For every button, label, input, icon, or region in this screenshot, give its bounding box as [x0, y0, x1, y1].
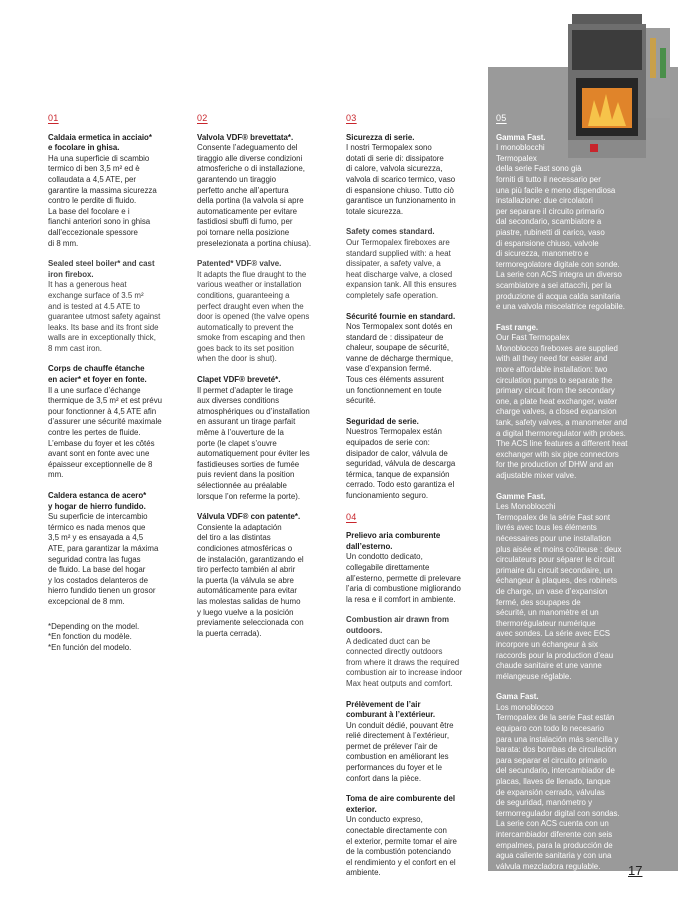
section-body: A dedicated duct can be connected directly outdoors from where it draws the required combustion air to increase indoor Max heat outputs and comfort. [346, 636, 463, 688]
section-title: Toma de aire comburente del exterior. [346, 794, 456, 814]
section-number: 04 [346, 511, 357, 522]
column-02 [197, 113, 337, 649]
section-title: Válvula VDF® con patente*. [197, 512, 301, 522]
section-title: Caldera estanca de acero* y hogar de hierro fundido. [48, 491, 147, 511]
section-body: Our Fast Termopalex Monoblocco fireboxes are supplied with all they need for easier and more affordable installation: two circulation pumps to separate the primary circuit from the secondary one, a plate heat exchanger, water charge valves, a closed expansion tank, safety valves, a manometer and a digital thermoregulator with probes. The ACS line features a different heat exchanger with six pipe connectors for the production of DHW and an adjustable mixer valve. [496, 333, 628, 480]
section-en [346, 227, 481, 301]
section-body: Il permet d’adapter le tirage aux diverses conditions atmosphériques ou d’installation en assurant un tirage parfait même à l’ouverture de la porte (le clapet s’ouvre automatiquement pour éviter les fastidieuses sorties de fumée puis revient dans la position sélectionnée au préalable lorsque l’on referme la porte). [197, 385, 310, 501]
footnotes: *Depending on the model. *En fonction du modèle. *En función del modelo. [48, 621, 140, 652]
section-es [48, 491, 188, 608]
section-en [197, 259, 337, 365]
section-body: Su superficie de intercambio térmico es nada menos que 3,5 m² y es ensayada a 4,5 ATE, para garantizar la máxima seguridad contra las fugas de fluido. La base del hogar y los costados delanteros de hierro fundido tienen un grosor excepcional de 8 mm. [48, 512, 159, 606]
section-it [48, 133, 188, 250]
section-title: Gamma Fast. [496, 132, 546, 142]
section-body: Les Monoblocchi Termopalex de la série Fast sont livrés avec tous les éléments nécessaires pour une installation plus aisée et moins coûteuse : deux circulateurs pour séparer le circuit primaire du circuit secondaire, un échangeur à plaques, des robinets de charge, un vase d’expansion fermé, des soupapes de sécurité, un manomètre et un thermorégulateur numérique avec sondes. La série avec ECS incorpore un échangeur à six raccords pour la production d’eau chaude sanitaire et une vanne mélangeuse réglable. [496, 502, 622, 681]
column-03 [346, 113, 481, 889]
section-es [346, 417, 481, 502]
section-body: Un conduit dédié, pouvant être relié directement à l’extérieur, permet de prélever l’air de combustion en améliorant les performances du foyer et le confort dans la pièce. [346, 720, 454, 783]
section-title: Gama Fast. [496, 692, 539, 702]
section-title: Prelievo aria comburente dall’esterno. [346, 531, 441, 551]
section-en [496, 323, 672, 482]
section-number: 03 [346, 113, 357, 123]
section-en [48, 259, 188, 354]
section-title: Caldaia ermetica in acciaio* e focolare in ghisa. [48, 132, 152, 153]
section-body: Consente l’adeguamento del tiraggio alle diverse condizioni atmosferiche o di installazione, garantendo un tiraggio perfetto anche all’apertura della portina (la valvola si apre automaticamente per evitare fastidiosi sbuffi di fumo, per poi tornare nella posizione preselezionata a portina chiusa). [197, 143, 312, 248]
section-it [496, 133, 672, 313]
section-title: Seguridad de serie. [346, 416, 419, 426]
section-fr [496, 492, 672, 683]
section-title: Fast range. [496, 322, 539, 332]
section-body: Consiente la adaptación del tiro a las distintas condiciones atmosféricas o de instalación, garantizando el tiro perfecto también al abrir la puerta (la válvula se abre automáticamente para evitar las molestas salidas de humo y luego vuelve a la posición previamente seleccionada con la puerta cerrada). [197, 522, 304, 638]
section-title: Gamme Fast. [496, 491, 546, 501]
section-body: Nuestros Termopalex están equipados de serie con: disipador de calor, válvula de seguridad, válvula de descarga térmica, tanque de expansión cerrado. Todo esto garantiza el funcionamiento seguro. [346, 427, 456, 500]
section-body: It has a generous heat exchange surface of 3.5 m² and is tested at 4.5 ATE to guarantee utmost safety against leaks. Its base and its front side walls are in exceptionally thick, 8 mm cast iron. [48, 280, 161, 353]
section-body: Ha una superficie di scambio termico di ben 3,5 m² ed è collaudata a 4,5 ATE, per garantire la massima sicurezza contro le perdite di fluido. La base del focolare e i fianchi anteriori sono in ghisa dall’eccezionale spessore di 8 mm. [48, 153, 157, 248]
section-title: Clapet VDF® breveté*. [197, 375, 281, 385]
page-number: 17 [628, 863, 643, 878]
column-01 [48, 113, 188, 653]
section-title: Sealed steel boiler* and cast iron firebox. [48, 259, 155, 279]
section-title: Combustion air drawn from outdoors. [346, 615, 450, 635]
section-title: Prélèvement de l’air comburant à l’extérieur. [346, 699, 436, 720]
column-05 [496, 113, 672, 882]
section-body: I nostri Termopalex sono dotati di serie di: dissipatore di calore, valvola sicurezza, valvola di scarico termico, vaso di espansione chiuso. Tutto ciò garantisce un funzionamento in totale sicurezza. [346, 143, 456, 216]
section-it [346, 531, 481, 605]
section-es [346, 794, 481, 879]
section-title: Corps de chauffe étanche en acier* et foyer en fonte. [48, 364, 147, 385]
section-body: Our Termopalex fireboxes are standard supplied with: a heat dissipater, a safety valve, a heat discharge valve, a closed expansion tank. All this ensures completely safe operation. [346, 237, 457, 300]
section-en [346, 615, 481, 689]
section-it [346, 133, 481, 218]
section-number: 05 [496, 113, 507, 123]
section-body: I monoblocchi Termopalex della serie Fast sono già forniti di tutto il necessario per una più facile e meno dispendiosa installazione: due circolatori per separare il circuito primario dal secondario, scambiatore a piastre, rubinetti di carico, vaso di espansione chiuso, valvole di sicurezza, manometro e termoregolatore digitale con sonde. La serie con ACS integra un diverso scambiatore a sei attacchi, per la produzione di acqua calda sanitaria e una valvola miscelatrice regolabile. [496, 143, 625, 312]
section-title: Safety comes standard. [346, 227, 435, 237]
section-es [496, 692, 672, 872]
section-body: Un condotto dedicato, collegabile direttamente all’esterno, permette di prelevare l’aria di combustione migliorando la resa e il comfort in ambiente. [346, 552, 461, 604]
section-body: Un conducto expreso, conectable directamente con el exterior, permite tomar el aire de la combustión potenciando el rendimiento y el confort en el ambiente. [346, 815, 457, 878]
section-fr [346, 312, 481, 407]
section-body: Los monobloccо Termopalex de la serie Fast están equipaго con todo lo necesario para una instalación más sencilla y barata: dos bombas de circulación para separar el circuito primario del secundario, intercambiador de placas, llaves de llenado, tanque de expansión cerrado, válvulas de seguridad, manómetro y termorregulador digital con sondas. La serie con ACS cuenta con un intercambiador diferente con seis empalmes, para la producción de agua caliente sanitaria y con una válvula mezcladora regulable. [496, 702, 620, 871]
section-body: It adapts the flue draught to the various weather or installation conditions, guaranteeing a perfect draught even when the door is opened (the valve opens automatically to prevent the smoke from escaping and then goes back to its set position when the door is shut). [197, 269, 310, 364]
section-es [197, 512, 337, 639]
section-number: 01 [48, 113, 59, 123]
section-body: Il a une surface d’échange thermique de 3,5 m² et est prévu pour fonctionner à 4,5 ATE afin d’assurer une sécurité maximale contre les pertes de fluide. L’embase du foyer et les côtés avant sont en fonte avec une épaisseur exceptionnelle de 8 mm. [48, 385, 163, 480]
section-title: Sicurezza di serie. [346, 132, 415, 142]
section-fr [197, 375, 337, 502]
section-body: Nos Termopalex sont dotés en standard de : dissipateur de chaleur, soupape de sécurité, vanne de décharge thermique, vase d’expansion fermé. Tous ces éléments assurent un fonctionnement en toute sécurité. [346, 322, 454, 406]
section-number: 02 [197, 113, 208, 123]
section-it [197, 133, 337, 250]
section-fr [48, 364, 188, 481]
section-fr [346, 700, 481, 785]
section-title: Sécurité fournie en standard. [346, 311, 456, 321]
section-title: Valvola VDF® brevettata*. [197, 132, 294, 142]
section-title: Patented* VDF® valve. [197, 259, 282, 269]
